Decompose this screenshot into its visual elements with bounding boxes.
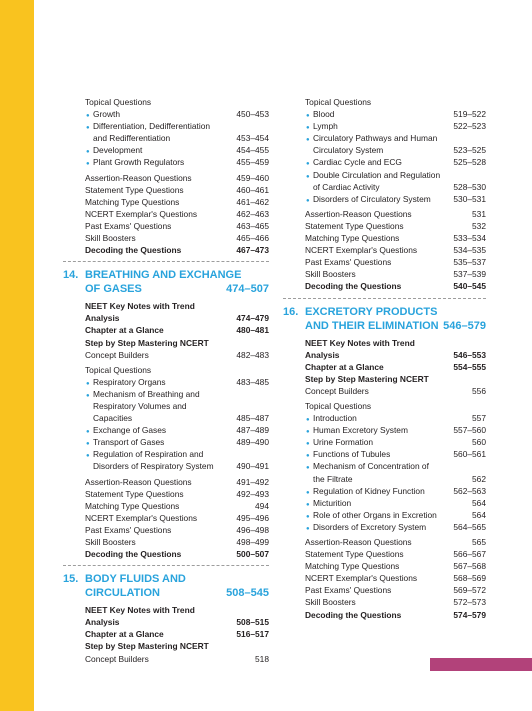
toc-entry[interactable]	[283, 536, 486, 548]
entry-page-range: 554–555	[453, 361, 486, 372]
entry-title: Skill Boosters	[85, 537, 136, 547]
entry-page-range: 461–462	[236, 196, 269, 207]
entry-page-range: 465–466	[236, 233, 269, 244]
toc-entry[interactable]	[283, 220, 486, 232]
toc-entry[interactable]	[283, 280, 486, 292]
chapter-title-line-1: EXCRETORY PRODUCTS	[305, 305, 438, 318]
toc-entry[interactable]	[283, 256, 486, 268]
entry-page-range: 569–572	[453, 585, 486, 596]
toc-subtopic-entry[interactable]	[283, 424, 486, 436]
entry-title: Past Exams' Questions	[85, 524, 172, 535]
toc-subtopic-entry[interactable]	[283, 485, 486, 497]
entry-page-range: 557	[472, 413, 486, 424]
entry-page-range: 572–573	[453, 597, 486, 608]
entry-title: Decoding the Questions	[305, 609, 402, 620]
entry-title: Blood	[313, 109, 335, 120]
toc-entry[interactable]	[283, 609, 486, 621]
entry-title: Matching Type Questions	[85, 196, 180, 207]
entry-page-range: 459–460	[236, 172, 269, 183]
chapter-page-range: 474–507	[226, 283, 269, 296]
entry-page-range: 528–530	[453, 181, 486, 192]
toc-subtopic-entry[interactable]	[283, 436, 486, 448]
entry-title: Skill Boosters	[85, 233, 136, 244]
entry-title: Exchange of Gases	[93, 425, 167, 436]
bullet-icon: ●	[306, 513, 310, 520]
entry-page-range: 562–563	[453, 485, 486, 496]
entry-title: Regulation of Kidney Function	[313, 485, 425, 496]
entry-title: Topical Questions	[305, 97, 372, 107]
toc-entry[interactable]	[63, 488, 269, 500]
entry-page-range: 482–483	[236, 349, 269, 360]
entry-title: Statement Type Questions	[305, 220, 404, 231]
toc-entry[interactable]	[63, 500, 269, 512]
entry-title: Plant Growth Regulators	[93, 157, 185, 168]
toc-subtopic-entry[interactable]	[283, 156, 486, 168]
entry-title: NCERT Exemplar's Questions	[305, 573, 418, 584]
entry-title: NCERT Exemplar's Questions	[85, 208, 198, 219]
entry-page-range: 518	[255, 653, 269, 664]
toc-entry[interactable]	[63, 512, 269, 524]
entry-page-range: 535–537	[453, 257, 486, 268]
entry-page-range: 532	[472, 220, 486, 231]
entry-page-range: 483–485	[236, 376, 269, 387]
entry-title: Differentiation, Dedifferentiation and Redifferentiation	[93, 121, 211, 144]
toc-subtopic-entry[interactable]	[63, 156, 269, 168]
chapter-title-line-1: BODY FLUIDS AND	[85, 573, 186, 586]
toc-subtopic-entry[interactable]	[63, 448, 269, 472]
entry-title: Concept Builders	[305, 385, 369, 396]
entry-page-range: 522–523	[453, 121, 486, 132]
toc-entry[interactable]	[63, 364, 269, 376]
entry-page-range: 530–531	[453, 193, 486, 204]
toc-entry[interactable]	[283, 268, 486, 280]
entry-title: Assertion-Reason Questions	[85, 172, 192, 183]
toc-entry[interactable]	[63, 628, 269, 640]
entry-page-range: 556	[472, 385, 486, 396]
entry-page-range: 533–534	[453, 233, 486, 244]
entry-title: Regulation of Respiration and Disorders of Respiratory System	[93, 449, 214, 472]
chapter-title-line-2: AND THEIR ELIMINATION	[305, 319, 439, 332]
entry-title: Statement Type Questions	[85, 184, 184, 195]
yellow-edge-strip	[0, 0, 34, 711]
entry-page-range: 450–453	[236, 109, 269, 120]
entry-page-range: 480–481	[236, 325, 269, 336]
bullet-icon: ●	[306, 417, 310, 424]
entry-page-range: 494	[255, 500, 269, 511]
entry-page-range: 540–545	[453, 281, 486, 292]
toc-entry[interactable]	[283, 373, 486, 385]
entry-title: Matching Type Questions	[305, 561, 400, 572]
bullet-icon: ●	[306, 197, 310, 204]
entry-page-range: 564–565	[453, 521, 486, 532]
entry-title: Functions of Tubules	[313, 449, 391, 460]
bullet-icon: ●	[306, 501, 310, 508]
toc-entry[interactable]	[63, 196, 269, 208]
entry-title: Development	[93, 145, 143, 156]
entry-title: Transport of Gases	[93, 437, 165, 448]
entry-page-range: 500–507	[236, 549, 269, 560]
bullet-icon: ●	[86, 453, 90, 460]
entry-page-range: 474–479	[236, 313, 269, 324]
toc-entry[interactable]	[283, 548, 486, 560]
chapter-number: 16.	[283, 305, 299, 318]
entry-page-range: 523–525	[453, 145, 486, 156]
chapter-heading[interactable]	[283, 298, 486, 333]
toc-right-column	[283, 96, 486, 621]
toc-subtopic-entry[interactable]	[283, 108, 486, 120]
toc-entry[interactable]	[63, 220, 269, 232]
toc-subtopic-entry[interactable]	[63, 144, 269, 156]
entry-title: Human Excretory System	[313, 425, 408, 436]
entry-page-range: 560	[472, 437, 486, 448]
entry-title: Assertion-Reason Questions	[305, 537, 412, 547]
entry-page-range: 460–461	[236, 184, 269, 195]
entry-title: NEET Key Notes with Trend Analysis	[305, 337, 415, 360]
entry-title: Concept Builders	[85, 653, 149, 664]
toc-entry[interactable]	[283, 385, 486, 397]
entry-page-range: 534–535	[453, 245, 486, 256]
toc-entry[interactable]	[63, 548, 269, 560]
entry-title: Circulatory Pathways and Human Circulatory System	[313, 133, 438, 156]
bullet-icon: ●	[86, 392, 90, 399]
entry-page-range: 485–487	[236, 413, 269, 424]
entry-title: Respiratory Organs	[93, 376, 166, 387]
chapter-title-line-2: CIRCULATION	[85, 587, 160, 600]
entry-title: Disorders of Excretory System	[313, 521, 427, 532]
toc-entry[interactable]	[63, 232, 269, 244]
bullet-icon: ●	[306, 489, 310, 496]
toc-entry[interactable]	[63, 524, 269, 536]
entry-title: Decoding the Questions	[85, 549, 182, 560]
toc-subtopic-entry[interactable]	[283, 169, 486, 193]
entry-title: Step by Step Mastering NCERT	[305, 373, 429, 384]
entry-page-range: 463–465	[236, 220, 269, 231]
entry-page-range: 557–560	[453, 425, 486, 436]
bullet-icon: ●	[306, 429, 310, 436]
entry-title: Chapter at a Glance	[85, 325, 164, 336]
toc-subtopic-entry[interactable]	[283, 448, 486, 460]
toc-left-column	[63, 96, 269, 665]
toc-entry[interactable]	[63, 208, 269, 220]
entry-title: Statement Type Questions	[305, 549, 404, 560]
entry-page-range: 453–454	[236, 133, 269, 144]
entry-title: Past Exams' Questions	[85, 220, 172, 231]
entry-page-range: 492–493	[236, 488, 269, 499]
entry-page-range: 546–553	[453, 349, 486, 360]
entry-title: Topical Questions	[305, 400, 372, 411]
entry-title: Mechanism of Concentration of the Filtrate	[313, 461, 429, 484]
bullet-icon: ●	[306, 441, 310, 448]
toc-entry[interactable]	[283, 596, 486, 608]
entry-title: Skill Boosters	[305, 269, 356, 280]
entry-title: Decoding the Questions	[85, 245, 182, 256]
toc-entry[interactable]	[63, 300, 269, 324]
bullet-icon: ●	[86, 380, 90, 387]
entry-page-range: 574–579	[453, 609, 486, 620]
entry-title: Cardiac Cycle and ECG	[313, 157, 402, 168]
entry-page-range: 525–528	[453, 157, 486, 168]
entry-page-range: 531	[472, 208, 486, 219]
entry-title: Lymph	[313, 121, 338, 132]
chapter-number: 14.	[63, 269, 79, 282]
toc-subtopic-entry[interactable]	[63, 388, 269, 424]
toc-subtopic-entry[interactable]	[63, 436, 269, 448]
chapter-page-range: 546–579	[443, 319, 486, 332]
entry-title: Double Circulation and Regulation of Cardiac Activity	[313, 169, 441, 192]
entry-title: Micturition	[313, 497, 352, 508]
entry-page-range: 567–568	[453, 561, 486, 572]
toc-entry[interactable]	[63, 96, 269, 108]
toc-entry[interactable]	[63, 244, 269, 256]
entry-page-range: 487–489	[236, 425, 269, 436]
toc-subtopic-entry[interactable]	[283, 509, 486, 521]
toc-entry[interactable]	[283, 208, 486, 220]
bullet-icon: ●	[86, 149, 90, 156]
toc-subtopic-entry[interactable]	[63, 120, 269, 144]
chapter-number: 15.	[63, 573, 79, 586]
toc-subtopic-entry[interactable]	[63, 424, 269, 436]
toc-subtopic-entry[interactable]	[283, 497, 486, 509]
bullet-icon: ●	[306, 465, 310, 472]
bullet-icon: ●	[306, 161, 310, 168]
entry-page-range: 498–499	[236, 537, 269, 547]
entry-page-range: 495–496	[236, 512, 269, 523]
toc-subtopic-entry[interactable]	[283, 193, 486, 205]
entry-title: Concept Builders	[85, 349, 149, 360]
entry-title: Step by Step Mastering NCERT	[85, 641, 209, 652]
entry-title: Past Exams' Questions	[305, 257, 392, 268]
entry-page-range: 565	[472, 537, 486, 547]
entry-page-range: 519–522	[453, 109, 486, 120]
entry-title: Decoding the Questions	[305, 281, 402, 292]
toc-entry[interactable]	[63, 184, 269, 196]
entry-title: NEET Key Notes with Trend Analysis	[85, 605, 195, 628]
entry-title: Matching Type Questions	[305, 233, 400, 244]
chapter-page-range: 508–545	[226, 587, 269, 600]
toc-entry[interactable]	[283, 560, 486, 572]
entry-page-range: 455–459	[236, 157, 269, 168]
bullet-icon: ●	[306, 125, 310, 132]
chapter-heading[interactable]	[63, 565, 269, 600]
chapter-title-line-2: OF GASES	[85, 283, 142, 296]
entry-title: Urine Formation	[313, 437, 374, 448]
toc-entry[interactable]	[63, 172, 269, 184]
entry-page-range: 566–567	[453, 549, 486, 560]
entry-page-range: 564	[472, 497, 486, 508]
toc-subtopic-entry[interactable]	[63, 376, 269, 388]
entry-page-range: 490–491	[236, 461, 269, 472]
bullet-icon: ●	[306, 525, 310, 532]
chapter-heading[interactable]	[63, 261, 269, 296]
entry-page-range: 508–515	[236, 617, 269, 628]
entry-title: Chapter at a Glance	[85, 629, 164, 640]
entry-title: NCERT Exemplar's Questions	[85, 512, 198, 523]
toc-subtopic-entry[interactable]	[283, 460, 486, 484]
toc-entry[interactable]	[63, 604, 269, 628]
toc-entry[interactable]	[283, 584, 486, 596]
toc-subtopic-entry[interactable]	[283, 132, 486, 156]
entry-title: Growth	[93, 109, 120, 120]
bullet-icon: ●	[86, 429, 90, 436]
entry-title: Past Exams' Questions	[305, 585, 392, 596]
entry-page-range: 516–517	[236, 629, 269, 640]
toc-entry[interactable]	[283, 244, 486, 256]
toc-entry[interactable]	[63, 476, 269, 488]
entry-title: Mechanism of Breathing and Respiratory Volumes and Capacities	[93, 388, 200, 424]
entry-title: Statement Type Questions	[85, 488, 184, 499]
toc-subtopic-entry[interactable]	[283, 521, 486, 533]
toc-entry[interactable]	[283, 400, 486, 412]
bullet-icon: ●	[306, 173, 310, 180]
toc-entry[interactable]	[63, 640, 269, 652]
toc-entry[interactable]	[283, 361, 486, 373]
entry-title: Disorders of Circulatory System	[313, 193, 431, 204]
entry-page-range: 454–455	[236, 145, 269, 156]
entry-title: Introduction	[313, 413, 357, 424]
toc-entry[interactable]	[63, 349, 269, 361]
toc-entry[interactable]	[283, 96, 486, 108]
entry-page-range: 491–492	[236, 476, 269, 487]
entry-title: NEET Key Notes with Trend Analysis	[85, 301, 195, 324]
entry-page-range: 560–561	[453, 449, 486, 460]
entry-title: Topical Questions	[85, 97, 152, 107]
entry-title: Matching Type Questions	[85, 500, 180, 511]
page-tab-marker	[430, 658, 532, 671]
toc-entry[interactable]	[63, 653, 269, 665]
toc-entry[interactable]	[63, 324, 269, 336]
bullet-icon: ●	[86, 441, 90, 448]
bullet-icon: ●	[306, 453, 310, 460]
entry-title: Topical Questions	[85, 364, 152, 375]
toc-entry[interactable]	[63, 337, 269, 349]
toc-entry[interactable]	[283, 337, 486, 361]
entry-page-range: 537–539	[453, 269, 486, 280]
bullet-icon: ●	[86, 125, 90, 132]
bullet-icon: ●	[306, 113, 310, 120]
entry-title: Chapter at a Glance	[305, 361, 384, 372]
entry-title: Assertion-Reason Questions	[85, 476, 192, 487]
bullet-icon: ●	[86, 113, 90, 120]
toc-subtopic-entry[interactable]	[63, 108, 269, 120]
bullet-icon: ●	[306, 137, 310, 144]
entry-page-range: 467–473	[236, 245, 269, 256]
entry-title: Skill Boosters	[305, 597, 356, 608]
toc-entry[interactable]	[283, 572, 486, 584]
toc-subtopic-entry[interactable]	[283, 120, 486, 132]
entry-page-range: 564	[472, 509, 486, 520]
entry-title: Step by Step Mastering NCERT	[85, 337, 209, 348]
entry-page-range: 489–490	[236, 437, 269, 448]
chapter-title-line-1: BREATHING AND EXCHANGE	[85, 269, 242, 282]
entry-title: NCERT Exemplar's Questions	[305, 245, 418, 256]
entry-title: Assertion-Reason Questions	[305, 208, 412, 219]
entry-page-range: 496–498	[236, 524, 269, 535]
entry-page-range: 568–569	[453, 573, 486, 584]
entry-title: Role of other Organs in Excretion	[313, 509, 437, 520]
toc-entry[interactable]	[283, 232, 486, 244]
toc-subtopic-entry[interactable]	[283, 412, 486, 424]
entry-page-range: 462–463	[236, 208, 269, 219]
toc-entry[interactable]	[63, 536, 269, 548]
entry-page-range: 562	[472, 473, 486, 484]
bullet-icon: ●	[86, 161, 90, 168]
